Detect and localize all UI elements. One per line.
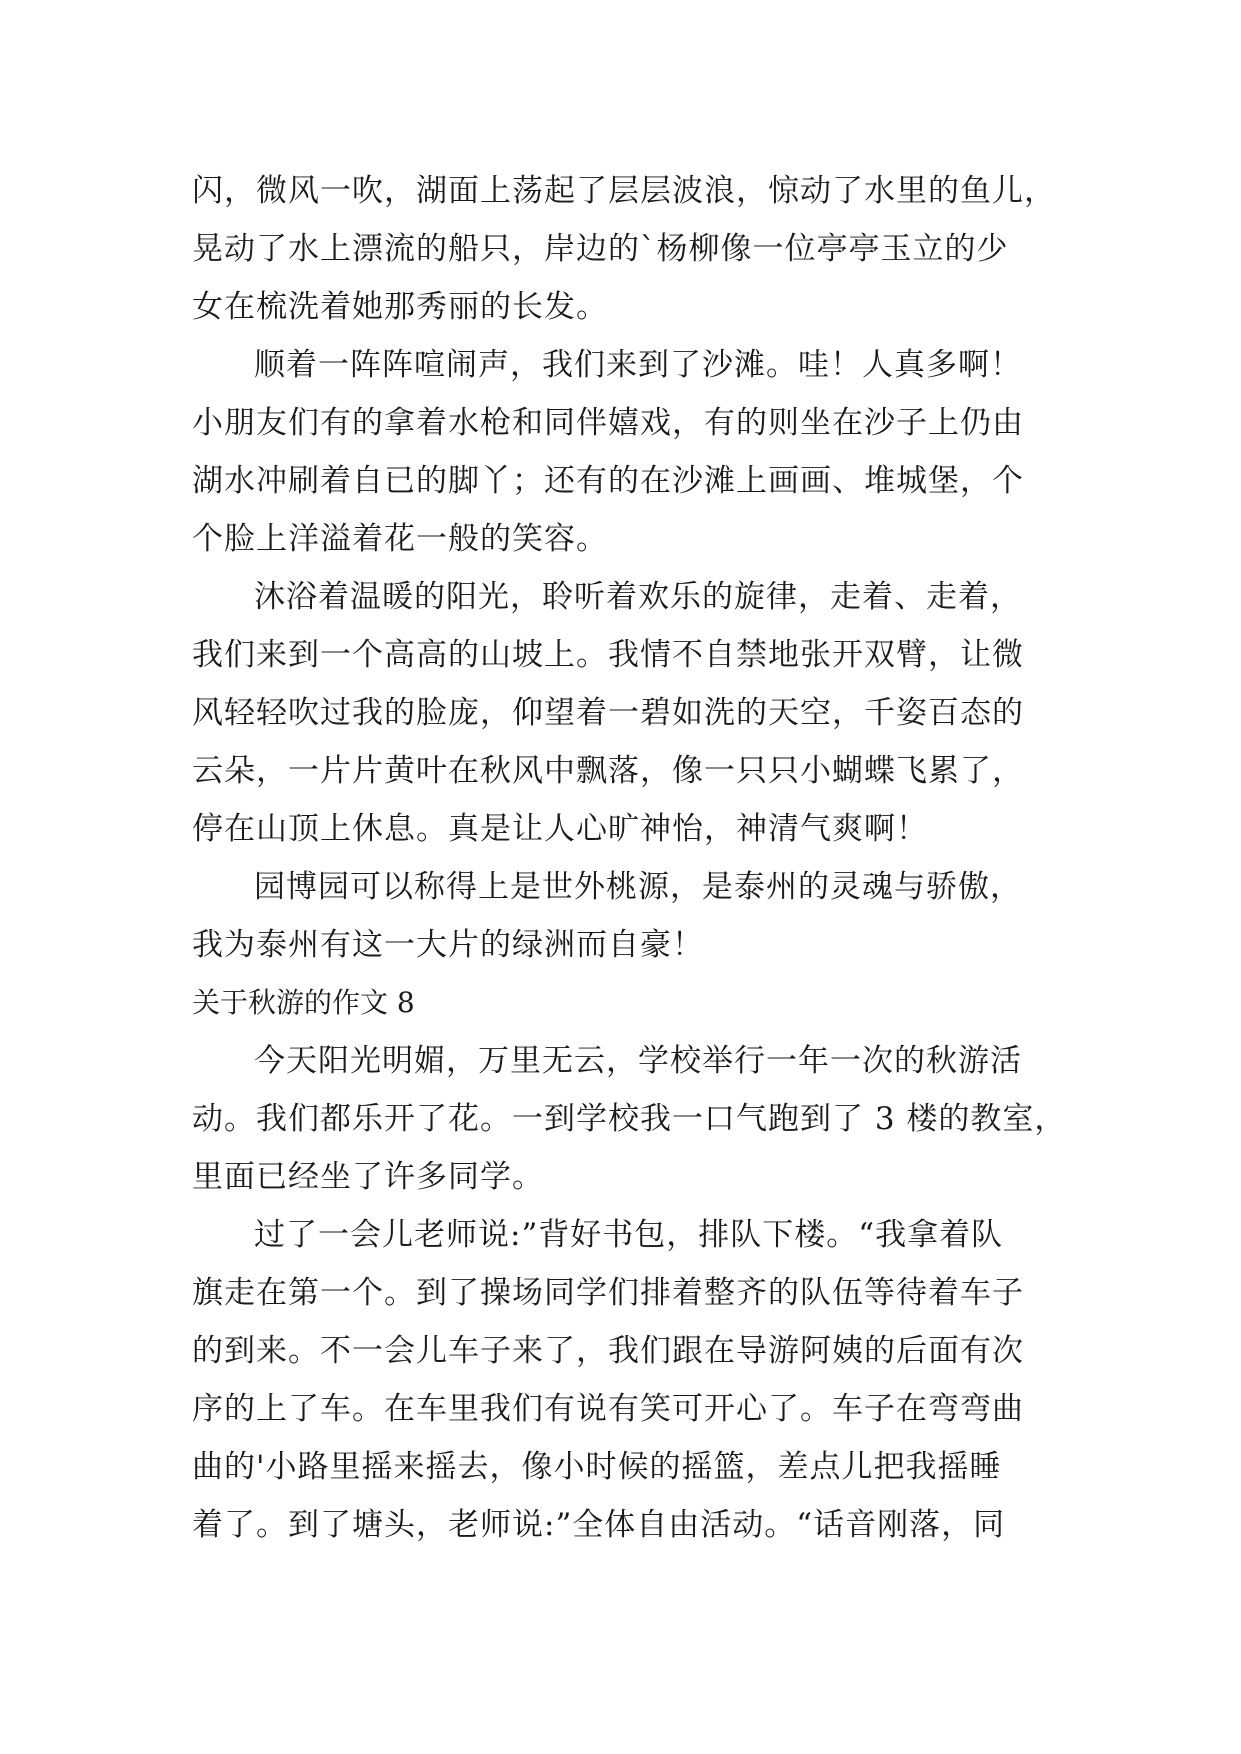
paragraph xyxy=(192,568,1072,858)
paragraph xyxy=(192,336,1072,568)
text-line: 沐浴着温暖的阳光，聆听着欢乐的旋律，走着、走着， xyxy=(254,579,1022,615)
paragraph xyxy=(192,1206,1072,1554)
text-line: 曲的'小路里摇来摇去，像小时候的摇篮，差点儿把我摇睡 xyxy=(192,1449,1002,1485)
text-line: 顺着一阵阵喧闹声，我们来到了沙滩。哇！人真多啊！ xyxy=(254,347,1022,383)
text-line: 晃动了水上漂流的船只，岸边的`杨柳像一位亭亭玉立的少 xyxy=(192,231,1009,267)
text-line: 过了一会儿老师说:”背好书包，排队下楼。“我拿着队 xyxy=(254,1217,1004,1253)
text-line: 我为泰州有这一大片的绿洲而自豪！ xyxy=(192,927,704,963)
paragraph xyxy=(192,1032,1072,1206)
document-page xyxy=(192,162,1072,1554)
section-heading: 关于秋游的作文 8 xyxy=(192,986,415,1019)
text-line: 的到来。不一会儿车子来了，我们跟在导游阿姨的后面有次 xyxy=(192,1333,1024,1369)
text-line: 个脸上洋溢着花一般的笑容。 xyxy=(192,521,608,557)
text-line: 闪，微风一吹，湖面上荡起了层层波浪，惊动了水里的鱼儿， xyxy=(192,173,1056,209)
text-line: 动。我们都乐开了花。一到学校我一口气跑到了 3 楼的教室， xyxy=(192,1101,1067,1137)
text-line: 女在梳洗着她那秀丽的长发。 xyxy=(192,289,608,325)
paragraph xyxy=(192,858,1072,974)
text-line: 今天阳光明媚，万里无云，学校举行一年一次的秋游活 xyxy=(254,1043,1022,1079)
text-line: 小朋友们有的拿着水枪和同伴嬉戏，有的则坐在沙子上仍由 xyxy=(192,405,1024,441)
text-line: 湖水冲刷着自已的脚丫；还有的在沙滩上画画、堆城堡，个 xyxy=(192,463,1024,499)
text-line: 我们来到一个高高的山坡上。我情不自禁地张开双臂，让微 xyxy=(192,637,1024,673)
text-line: 旗走在第一个。到了操场同学们排着整齐的队伍等待着车子 xyxy=(192,1275,1024,1311)
text-line: 风轻轻吹过我的脸庞，仰望着一碧如洗的天空，千姿百态的 xyxy=(192,695,1024,731)
text-line: 里面已经坐了许多同学。 xyxy=(192,1159,544,1195)
paragraph xyxy=(192,162,1072,336)
text-line: 序的上了车。在车里我们有说有笑可开心了。车子在弯弯曲 xyxy=(192,1391,1024,1427)
text-line: 着了。到了塘头，老师说:”全体自由活动。“话音刚落，同 xyxy=(192,1507,1006,1543)
text-line: 园博园可以称得上是世外桃源，是泰州的灵魂与骄傲， xyxy=(254,869,1022,905)
text-line: 云朵，一片片黄叶在秋风中飘落，像一只只小蝴蝶飞累了， xyxy=(192,753,1024,789)
text-line: 停在山顶上休息。真是让人心旷神怡，神清气爽啊！ xyxy=(192,811,928,847)
